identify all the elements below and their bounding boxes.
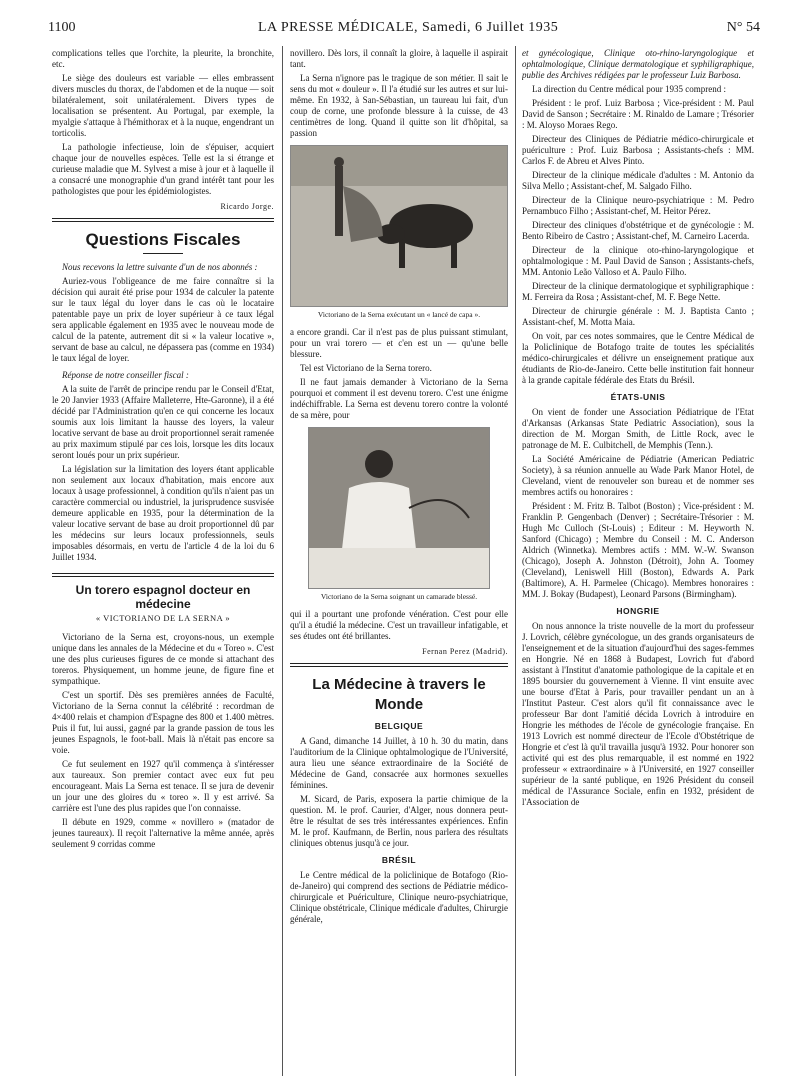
column-middle xyxy=(290,48,508,1078)
paragraph: On vient de fonder une Association Pédiatrique de l'Etat d'Arkansas (Arkansas State Pediatric Association), sous la direction de M. Morgan Smith, de Little Rock, avec le patronage de M. E. Culbitchell, de Memphis (Tenn.). xyxy=(522,407,754,450)
paragraph: On nous annonce la triste nouvelle de la mort du professeur J. Lovrich, célèbre gynécologue, un des grands organisateurs de l'enseignement et de la situation d'aujourd'hui des sages-femmes en Hongrie. Né en 1868 à Budapest, Lovrich fut d'abord assistant à l'Institut d'anatomie pathologique de la capitale et en 1895 boursier du gouvernement à Vienne. Il vint ensuite avec une bourse d'Etat à Paris, pour travailler pendant un an à l'Institut Pasteur. C'est alors qu'il fit connaissance avec le professeur Bar dont l'amitié décida Lovrich à introduire en Hongrie les méthodes de l'école de gynécologie française. En 1913 Lovrich est nommé directeur de l'Ecole d'Obstétrique de Hongrie et c'est là qu'il travailla jusqu'à 1932. Pour honorer son activité qui est des plus remarquable, il est nommé en 1922 professeur « extraordinaire » à l'Université, en 1927 conseiller supérieur de la santé publique, en 1926 Président du conseil médical de l'Assurance Sociale, enfin en 1932, président de l'Association de xyxy=(522,621,754,807)
country-heading-bresil: BRÉSIL xyxy=(381,855,417,865)
paragraph: Le siège des douleurs est variable — elles embrassent divers muscles du thorax, de l'abdomen et de la nuque — soit bilatéralement, soit unilatéralement. Divers types de localisation se présentent. Au Portugal, par exemple, la myalgie s'attaque à l'hémithorax et à la nuque, engendrant un torticolis. xyxy=(52,73,274,138)
paragraph: Directeur des Cliniques de Pédiatrie médico-chirurgicale et puériculture : Prof. Luiz Barbosa ; Assistants-chefs : MM. Carlos F. de Abreu et Alves Pinto. xyxy=(522,134,754,166)
bullfight-illustration xyxy=(291,146,508,306)
paragraph: a encore grandi. Car il n'est pas de plus puissant stimulant, pour un vrai torero — et c'en est un — qu'une belle blessure. xyxy=(290,327,508,359)
heading-torero: Un torero espagnol docteur en médecine xyxy=(75,583,251,611)
paragraph: La Société Américaine de Pédiatrie (American Pediatric Society), à sa réunion annuelle au Wade Park Manor Hotel, de Cleveland, vient de renouveler son bureau et de nommer ses membres actifs ou honoraires : xyxy=(522,454,754,497)
photo-doctor xyxy=(308,427,490,589)
paragraph: La législation sur la limitation des loyers étant applicable non seulement aux locaux d'habitation, mais encore aux locaux à usage professionnel, à condition qu'ils n'aient pas un caractère commercial ou industriel, la jurisprudence susvisée demeure applicable en 1935, pour la détermination de la valeur locative servant de base au droit proportionnel dû par les médecins sur leurs locaux professionnels, seuls imposables désormais, en vertu de l'article 4 de la loi du 6 Juillet 1934. xyxy=(52,464,274,562)
author-signature: Ricardo Jorge. xyxy=(220,202,274,211)
paragraph: La Serna n'ignore pas le tragique de son métier. Il sait le sens du mot « douleur ». Il l'a étudié sur les autres et sur lui-même. En 1932, à San-Sébastian, un taureau lui fait, d'un coup de corne, une profonde blessure à la cuisse, de 43 centimètres de long. Quand il quitte son lit d'hôpital, sa passion xyxy=(290,73,508,138)
country-heading-etats-unis: ÉTATS-UNIS xyxy=(610,392,666,402)
author-signature: Fernan Perez (Madrid). xyxy=(422,647,508,656)
paragraph: A Gand, dimanche 14 Juillet, à 10 h. 30 du matin, dans l'auditorium de la Clinique ophtalmologique de l'Université, aura lieu une séance extraordinaire de la Société de Médecine de Gand, consacrée aux hormones sexuelles féminines. xyxy=(290,736,508,790)
paragraph: Le Centre médical de la policlinique de Botafogo (Rio-de-Janeiro) qui comprend des sections de Pédiatrie médico-chirurgicale et Puériculture, Clinique neuro-psychiatrique, Clinique obstétricale, Clinique médicale d'adultes, Chirurgie générale, xyxy=(290,870,508,924)
photo-caption: Victoriano de la Serna exécutant un « lancé de capa ». xyxy=(317,310,481,319)
paragraph: Ce fut seulement en 1927 qu'il commença à s'intéresser aux taureaux. Son premier contact avec eux fut peu encourageant. Mais La Serna est tenace. Il se jura de devenir un jour une des gloires du « toreo ». Il y est arrivé. Sa carrière est l'une des plus rapides que l'on connaisse. xyxy=(52,759,274,813)
paragraph: Il débute en 1929, comme « novillero » (matador de jeunes taureaux). Il reçoit l'alternative la même année, après seulement 9 corridas comme xyxy=(52,817,274,849)
column-rule xyxy=(515,46,516,1076)
heading-medecine-monde: La Médecine à travers le Monde xyxy=(312,676,486,713)
section-rule xyxy=(52,573,274,577)
column-left xyxy=(52,48,274,1078)
paragraph: Directeur de la Clinique neuro-psychiatrique : M. Pedro Pernambuco Filho ; Assistant-chef, M. Heitor Pérez. xyxy=(522,195,754,216)
paragraph: M. Sicard, de Paris, exposera la partie chimique de la question. M. le prof. Caurier, d'Alger, nous donnera peut-être le résultat de ses très intéressantes expériences. Enfin M. le prof. Kaufmann, de Berlin, nous parlera des résultats cliniques obtenus jusqu'à ce jour. xyxy=(290,794,508,848)
heading-questions-fiscales: Questions Fiscales xyxy=(85,230,241,249)
paragraph: Directeur de chirurgie générale : M. J. Baptista Canto ; Assistant-chef, M. Motta Maia. xyxy=(522,306,754,327)
issue-number: N° 54 xyxy=(726,20,760,35)
country-heading-belgique: BELGIQUE xyxy=(374,721,424,731)
paragraph: novillero. Dès lors, il connaît la gloire, à laquelle il aspirait tant. xyxy=(290,48,508,69)
paragraph: Directeur de la clinique oto-rhino-laryngologique et ophtalmologique : M. Paul David de Sanson ; Assistants-chefs, MM. Antonio Leão Valloso et A. Paulo Filho. xyxy=(522,245,754,277)
paragraph: qui il a pourtant une profonde vénération. C'est pour elle qu'il a étudié la médecine. C'est un travailleur infatigable, et ses études ont été brillantes. xyxy=(290,609,508,641)
paragraph: Réponse de notre conseiller fiscal : xyxy=(62,370,189,380)
page-number: 1100 xyxy=(48,20,76,35)
paragraph: Il ne faut jamais demander à Victoriano de la Serna pourquoi et comment il est devenu torero. C'est une énigme indéchiffrable. La Serna est devenu torero contre la volonté de sa mère, pour xyxy=(290,377,508,420)
journal-title: LA PRESSE MÉDICALE, Samedi, 6 Juillet 1935 xyxy=(258,20,559,35)
paragraph: complications telles que l'orchite, la pleurite, la bronchite, etc. xyxy=(52,48,274,69)
masthead xyxy=(48,20,760,38)
paragraph: Président : M. Fritz B. Talbot (Boston) ; Vice-président : M. Franklin P. Gengenbach (Denver) ; Secrétaire-Trésorier : M. Hugh Mc Culloch (St-Louis) ; Editeur : M. Heyworth N. Sanford (Chicago) ; Membre du Conseil : M. C. Anderson Aldrich (Winnetka). Membres actifs : MM. W.-W. Swanson (Chicago), Joseph A. Johnston (Détroit), John A. Toomey (Cleveland), Leniswell Hill (Boston), Edwards A. Park (Baltimore), A. H. Parmelee (Chicago). Membres honoraires : MM. J. Bokay (Budapest), Leonard Parsons (Birmingham). xyxy=(522,501,754,599)
doctor-illustration xyxy=(309,428,489,588)
paragraph: et gynécologique, Clinique oto-rhino-laryngologique et ophtalmologique, Clinique dermatologique et syphiligraphique, publie des Archives rédigées par le professeur Luiz Barbosa. xyxy=(522,48,754,80)
paragraph: Directeur de la clinique médicale d'adultes : M. Antonio da Silva Mello ; Assistant-chef, M. Salgado Filho. xyxy=(522,170,754,191)
column-rule xyxy=(282,46,283,1076)
section-rule xyxy=(52,218,274,222)
paragraph: Tel est Victoriano de la Serna torero. xyxy=(300,363,432,373)
paragraph: Directeur de la clinique dermatologique et syphiligraphique : M. Ferreira da Rosa ; Assistant-chef, M. F. Bege Nette. xyxy=(522,281,754,302)
paragraph: Directeur des cliniques d'obstétrique et de gynécologie : M. Bento Ribeiro de Castro ; Assistant-chef, M. Carneiro Lacerda. xyxy=(522,220,754,241)
photo-bullfight xyxy=(290,145,508,307)
photo-caption: Victoriano de la Serna soignant un camarade blessé. xyxy=(320,592,478,601)
subheading: « VICTORIANO DE LA SERNA » xyxy=(95,613,231,623)
paragraph: Victoriano de la Serna est, croyons-nous, un exemple unique dans les annales de la Médecine et du « Toreo ». C'est une des plus curieuses figures de ce monde si attachant des toreros. Physiquement, un homme jeune, de figure fine et sympathique. xyxy=(52,632,274,686)
section-rule xyxy=(290,663,508,667)
paragraph: A la suite de l'arrêt de principe rendu par le Conseil d'Etat, le 20 Janvier 1933 (Affaire Malleterre, Hte-Garonne), il a été décidé par l'Administration qu'en ce qui concerne les locaux soumis aux lois limitant la hausse des loyers, la valeur locative servant de base au droit proportionnel serait ramenée au prix maximum stipulé par ces lois, lorsque les dits locaux seront loués pour un prix supérieur. xyxy=(52,384,274,460)
paragraph: On voit, par ces notes sommaires, que le Centre Médical de la Policlinique de Botafogo traite de toutes les spécialités médico-chirurgicales et délivre un enseignement pratique aux étudiants de Rio-de-Janeiro. Cette belle institution fait honneur à la grande capitale fédérale des Etats du Brésil. xyxy=(522,331,754,385)
divider xyxy=(143,253,183,254)
paragraph: Auriez-vous l'obligeance de me faire connaître si la décision qui aurait été prise pour 1934 de calculer la patente sur le taux légal du loyer dans le cas où le locataire patentable paye un prix de loyer supérieur à ce taux légal sera applicable également en 1935 avec le nouveau mode de calcul de la patente, autrement dit si « la valeur locative », servant de base au calcul, ne dépassera pas (comme en 1934) le taux légal de loyer. xyxy=(52,276,274,363)
paragraph: Président : le prof. Luiz Barbosa ; Vice-président : M. Paul David de Sanson ; Secrétaire : M. Rinaldo de Lamare ; Trésorier : M. Aloyso Moraes Rego. xyxy=(522,98,754,130)
paragraph: La direction du Centre médical pour 1935 comprend : xyxy=(532,84,726,94)
column-right xyxy=(522,48,754,1078)
paragraph: C'est un sportif. Dès ses premières années de Faculté, Victoriano de la Serna connut la célébrité : recordman de 4×400 relais et champion d'Espagne des 800 et 1.400 mètres. Puis il fut, lui aussi, gagné par la grande passion de tous les jeunes Espagnols, le foot-ball. Mais là n'était pas encore sa voie. xyxy=(52,690,274,755)
country-heading-hongrie: HONGRIE xyxy=(616,606,660,616)
paragraph: Nous recevons la lettre suivante d'un de nos abonnés : xyxy=(62,262,258,272)
paragraph: La pathologie infectieuse, loin de s'épuiser, acquiert chaque jour de nouvelles espèces. Telle est la si étrange et curieuse maladie que M. Sylvest a mise à jour et à laquelle il a consacré une monographie d'un grand intérêt tant pour les pathologistes que pour les épidémiologistes. xyxy=(52,142,274,196)
